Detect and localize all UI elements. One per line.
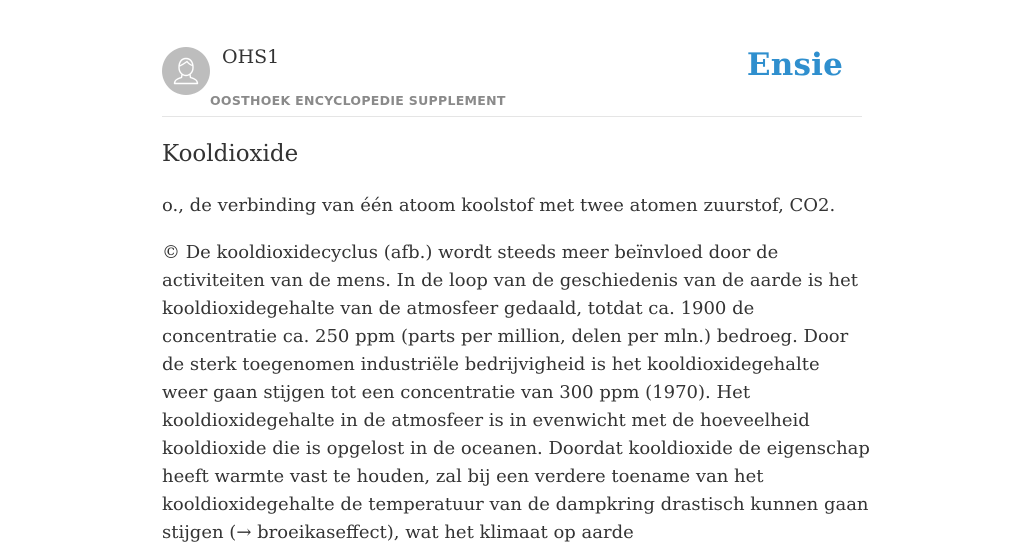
article-body: © De kooldioxidecyclus (afb.) wordt steeds meer beïnvloed door de activiteiten van de mens. In de loop van de geschiedenis van de aarde is het kooldioxidegehalte van de atmosfeer gedaald, totdat ca. 1900 de concentratie ca. 250 ppm (parts per million, delen per mln.) bedroeg. Door de sterk toegenomen industriële bedrijvigheid is het kooldioxidegehalte weer gaan stijgen tot een concentratie van 300 ppm (1970). Het kooldioxidegehalte in de atmosfeer is in evenwicht met de hoeveelheid kooldioxide die is opgelost in de oceanen. Doordat kooldioxide de eigenschap heeft warmte vast te houden, zal bij een verdere toename van het kooldioxidegehalte de temperatuur van de dampkring drastisch kunnen gaan stijgen (→ broeikaseffect), wat het klimaat op aarde bbox=[162, 242, 870, 543]
user-icon bbox=[162, 47, 210, 95]
avatar[interactable] bbox=[162, 47, 210, 95]
source-label[interactable]: OOSTHOEK ENCYCLOPEDIE SUPPLEMENT bbox=[210, 93, 506, 108]
article-header bbox=[162, 0, 862, 117]
article-content bbox=[162, 138, 870, 547]
page-title: Kooldioxide bbox=[162, 141, 299, 167]
definition-text: o., de verbinding van één atoom koolstof met twee atomen zuurstof, CO2. bbox=[162, 195, 836, 216]
ensie-logo-link[interactable]: Ensie bbox=[746, 47, 843, 83]
author-name[interactable]: OHS1 bbox=[222, 46, 280, 68]
